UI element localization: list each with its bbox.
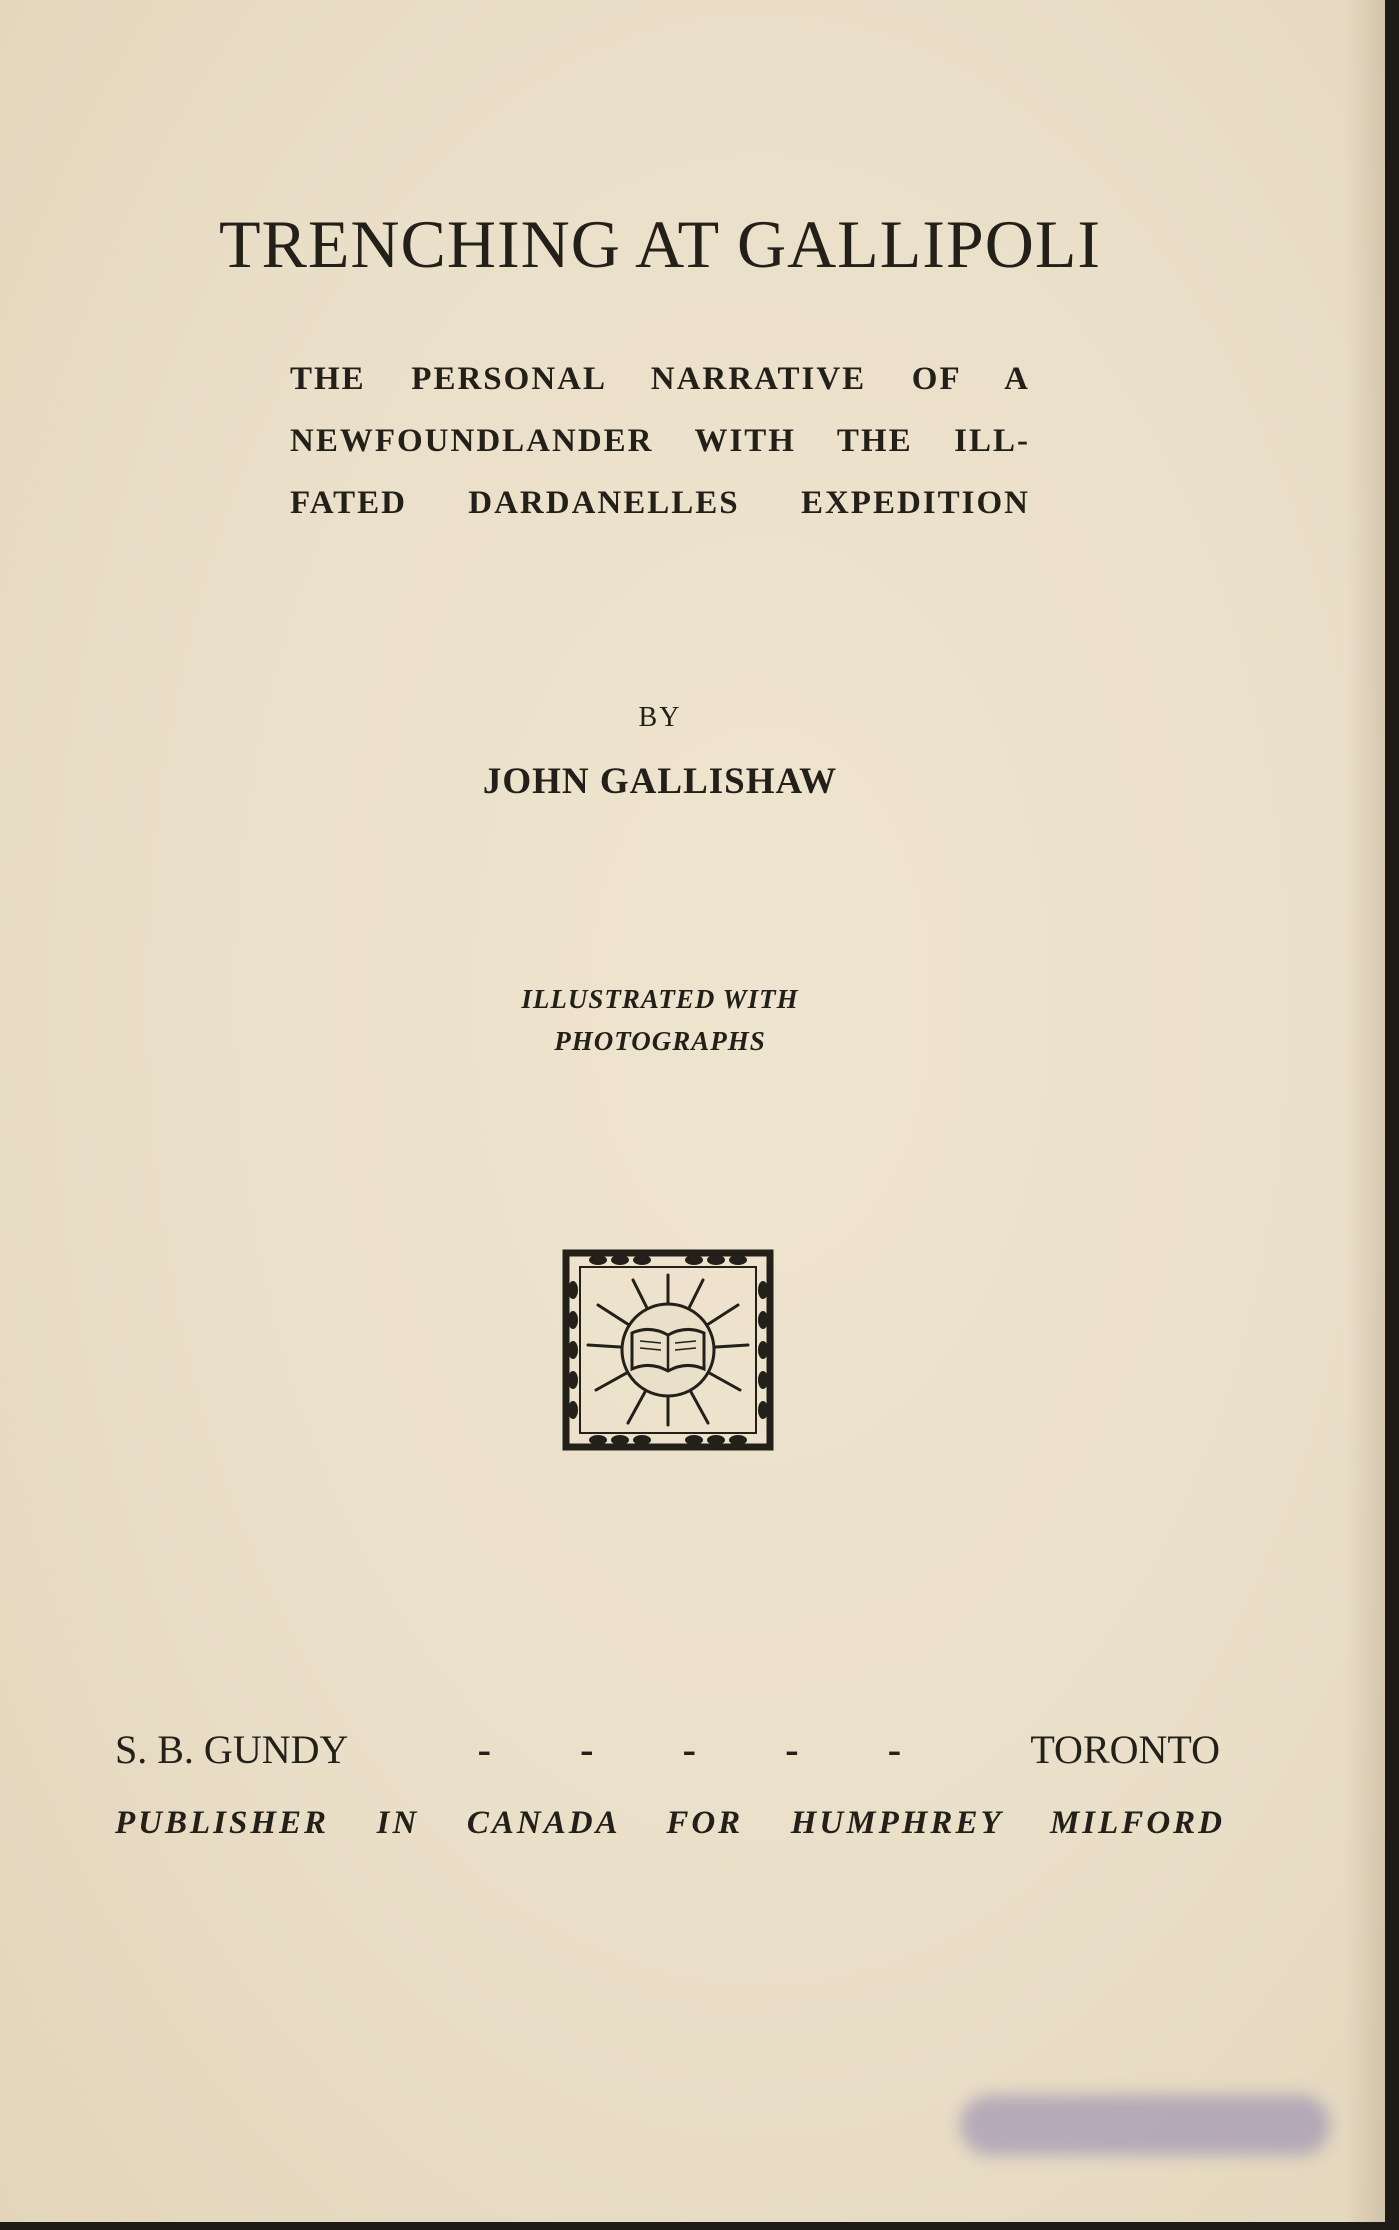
author-name: JOHN GALLISHAW [482,761,838,802]
publisher-line [115,1726,1220,1773]
book-subtitle [290,348,1030,534]
separator-dash: - [785,1727,799,1772]
separator-dash: - [887,1727,902,1772]
book-title: TRENCHING AT GALLIPOLI [218,206,1102,282]
library-stamp [960,2095,1330,2155]
illustration-note-line: PHOTOGRAPHS [554,1026,766,1056]
publisher-separator [348,1726,1030,1773]
separator-dash: - [477,1727,491,1772]
separator-dash: - [580,1727,594,1772]
publisher-imprint: PUBLISHER IN CANADA FOR HUMPHREY MILFORD [115,1805,1225,1841]
illustration-note [0,978,1320,1062]
separator-dash: - [682,1727,696,1772]
subtitle-line: FATED DARDANELLES EXPEDITION [290,485,1030,521]
subtitle-line: THE PERSONAL NARRATIVE OF A [290,361,1030,397]
publisher-name: S. B. GUNDY [115,1727,349,1772]
publisher-city: TORONTO [1030,1727,1220,1772]
illustration-note-line: ILLUSTRATED WITH [521,984,799,1014]
open-book-sunburst-icon [558,1245,778,1455]
subtitle-line: NEWFOUNDLANDER WITH THE ILL- [290,423,1030,459]
page-edge-shadow [1345,0,1385,2222]
by-label: BY [638,702,682,733]
